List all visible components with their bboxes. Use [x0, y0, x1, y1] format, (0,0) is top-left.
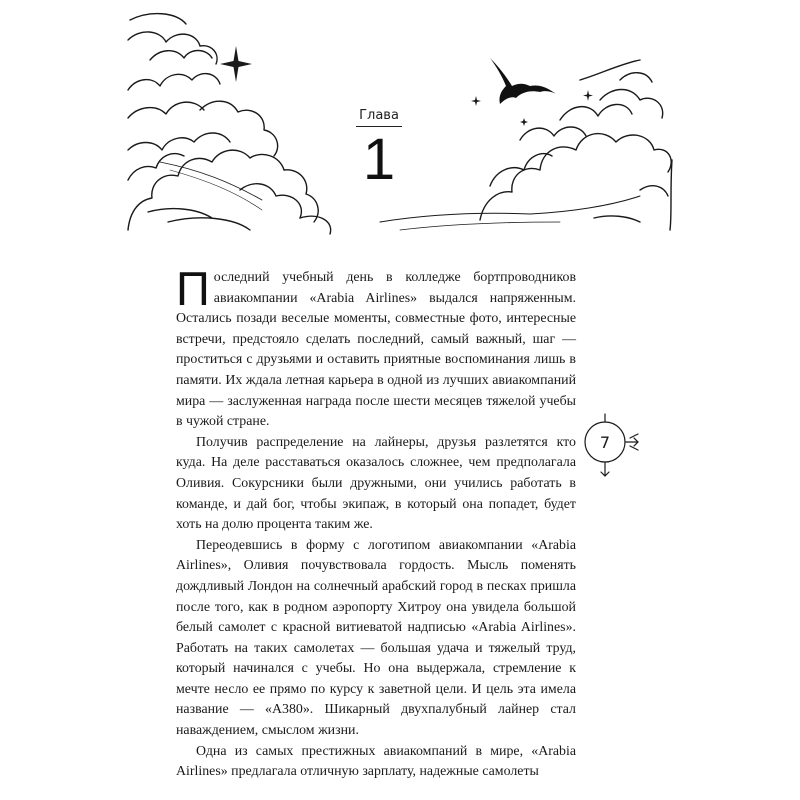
page-number: 7	[599, 433, 611, 452]
paragraph: Одна из самых престижных авиакомпаний в мире, «Arabia Airlines» предлагала отличную зарплату, надежные самолеты	[176, 743, 576, 780]
paragraph: Последний учебный день в колледже бортпроводников авиакомпании «Arabia Airlines» выдался напряженным. Остались позади веселые моменты, совместные фото, интересные встречи, предстояло сделать последний, самый важный, шаг — проститься с друзьями и оставить приятные воспоминания лишь в памяти. Их ждала летная карьера в одной из лучших авиакомпаний мира — заслуженная награда после шести месяцев тяжелой учебы в чужой стране.	[176, 262, 576, 430]
paragraph: Получив распределение на лайнеры, друзья разлетятся кто куда. На деле расставаться оказалось сложнее, чем предполагала Оливия. Сокурсники были дружными, они учились работать в команде, и дай бог, чтобы экипаж, в который она попадет, будет хоть на долю процента таким же.	[176, 434, 576, 533]
compass-icon	[572, 412, 652, 498]
paragraph: Переодевшись в форму с логотипом авиакомпании «Arabia Airlines», Оливия почувствовала гордость. Мысль поменять дождливый Лондон на солнечный арабский город в песках пришла после того, как в родном аэропорту Хитроу она увидела большой белый самолет с красной витиеватой надписью «Arabia Airlines». Работать на таких самолетах — большая удача и тяжелый труд, который начинался с учебы. Но она выдержала, стремление к мечте несло ее прямо по курсу к заветной цели. И цель эта имела название — «А380». Шикарный двухпалубный лайнер стал наваждением, смыслом жизни.	[176, 537, 576, 739]
dropcap: П	[176, 262, 210, 315]
chapter-number: 1	[362, 127, 396, 192]
chapter-label: Глава	[356, 108, 402, 127]
bird-icon	[490, 58, 556, 104]
chapter-body	[176, 262, 576, 783]
